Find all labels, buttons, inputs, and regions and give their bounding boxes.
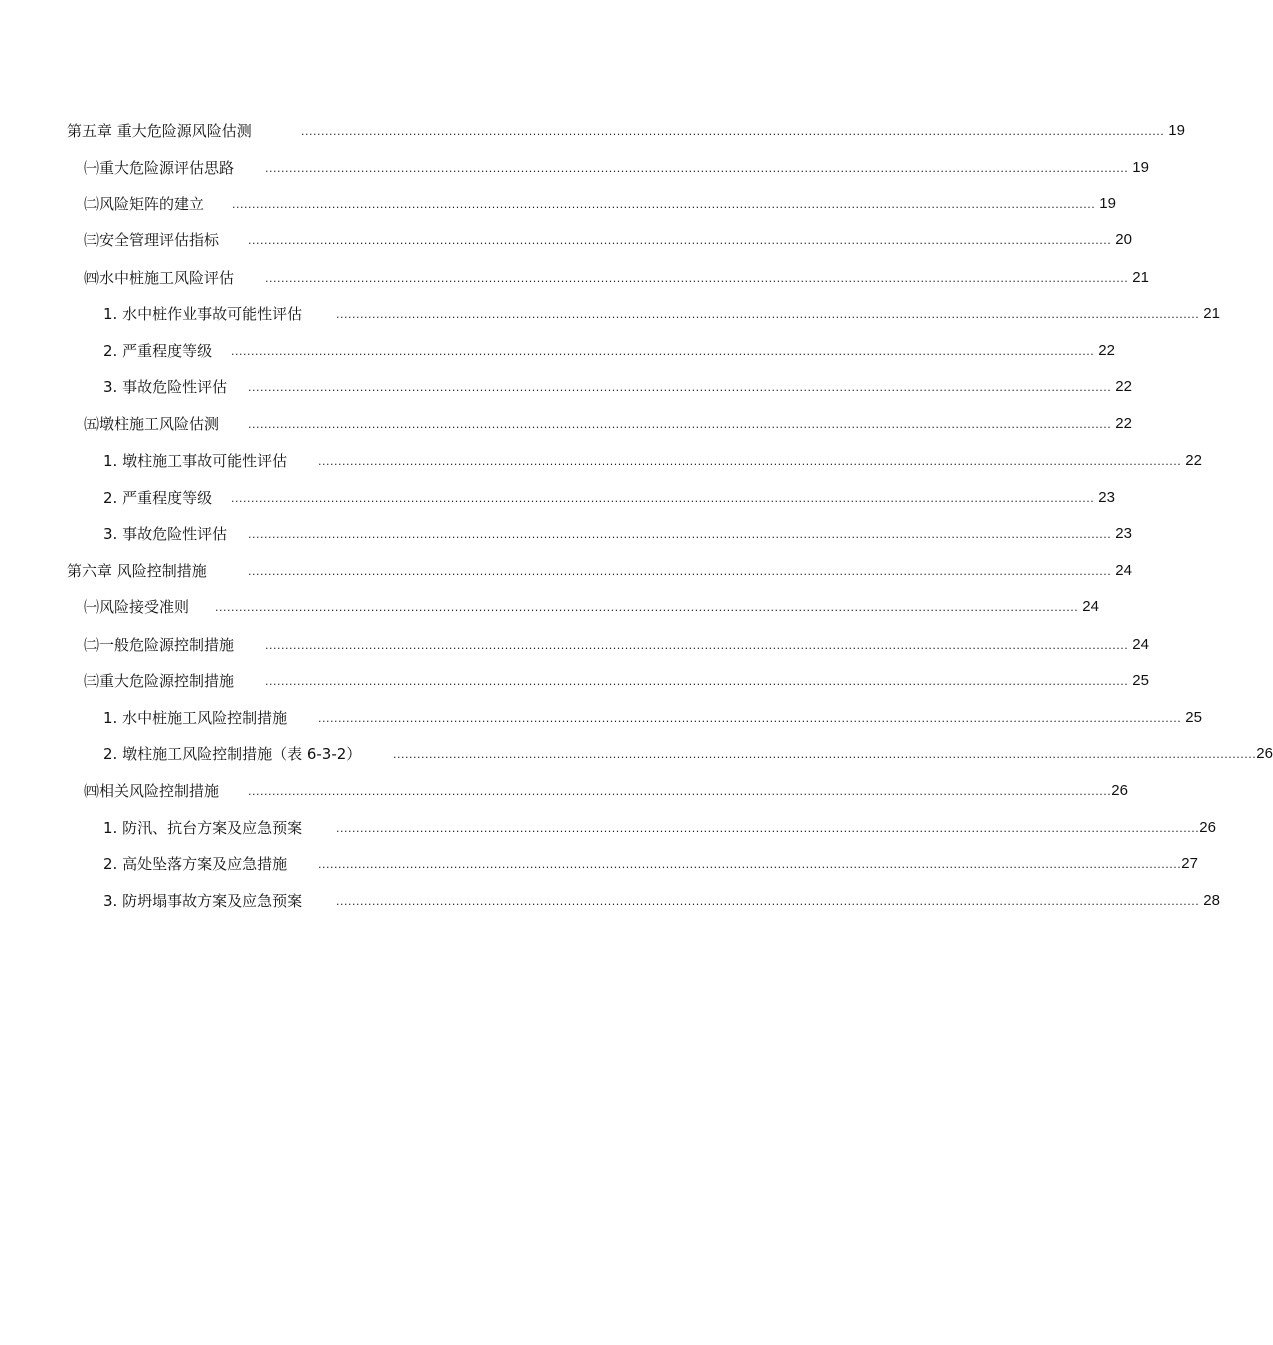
toc-leader-dots: ........................................................................................................................................................................................................................ [318, 455, 1182, 468]
toc-leader-dots: ........................................................................................................................................................................................................................ [248, 234, 1112, 247]
toc-entry[interactable] [103, 815, 1216, 837]
toc-entry-label: 2. 墩柱施工风险控制措施（表 6-3-2） [103, 745, 362, 763]
toc-leader-dots: ........................................................................................................................................................................................................................ [265, 639, 1129, 652]
toc-leader-dots: ........................................................................................................................................................................................................................ [248, 528, 1112, 541]
toc-entry[interactable] [84, 265, 1149, 287]
toc-entry-label: ㈠重大危险源评估思路 [84, 159, 235, 177]
toc-leader-dots: ........................................................................................................................................................................................................................ [232, 198, 1096, 211]
toc-entry[interactable] [84, 411, 1132, 433]
toc-leader-dots: ........................................................................................................................................................................................................................ [336, 895, 1200, 908]
toc-entry-page: 21 [1132, 269, 1149, 286]
toc-entry[interactable] [103, 521, 1132, 543]
toc-entry-page: 22 [1115, 415, 1132, 432]
toc-entry-page: 24 [1082, 598, 1099, 615]
toc-entry-label: 3. 事故危险性评估 [103, 525, 228, 543]
toc-leader-dots: ........................................................................................................................................................................................................................ [318, 712, 1182, 725]
toc-entry[interactable] [103, 705, 1202, 727]
toc-entry-label: ㈠风险接受准则 [84, 598, 190, 616]
toc-entry-label: ㈤墩柱施工风险估测 [84, 415, 220, 433]
toc-entry[interactable] [67, 118, 1185, 140]
toc-entry-label: 3. 防坍塌事故方案及应急预案 [103, 892, 303, 910]
toc-entry-page: 19 [1099, 195, 1116, 212]
toc-entry-label: ㈡一般危险源控制措施 [84, 636, 235, 654]
toc-entry-page: 26 [1111, 782, 1128, 799]
toc-entry-page: 20 [1115, 231, 1132, 248]
toc-entry-label: ㈡风险矩阵的建立 [84, 195, 205, 213]
toc-entry-label: 2. 高处坠落方案及应急措施 [103, 855, 288, 873]
toc-entry-page: 26 [1256, 745, 1273, 762]
toc-entry[interactable] [84, 594, 1099, 616]
toc-entry-page: 21 [1203, 305, 1220, 322]
toc-entry[interactable] [84, 668, 1149, 690]
toc-entry-page: 25 [1132, 672, 1149, 689]
toc-entry-label: ㈢重大危险源控制措施 [84, 672, 235, 690]
toc-entry-label: 第五章 重大危险源风险估测 [67, 122, 252, 140]
toc-entry-page: 19 [1132, 159, 1149, 176]
toc-leader-dots: ........................................................................................................................................................................................................................ [265, 162, 1129, 175]
toc-entry-page: 22 [1098, 342, 1115, 359]
toc-entry-label: 3. 事故危险性评估 [103, 378, 228, 396]
toc-entry-page: 25 [1185, 709, 1202, 726]
toc-entry[interactable] [84, 191, 1116, 213]
toc-entry-page: 23 [1098, 489, 1115, 506]
toc-entry[interactable] [84, 632, 1149, 654]
toc-entry[interactable] [84, 778, 1128, 800]
toc-leader-dots: ........................................................................................................................................................................................................................ [301, 125, 1165, 138]
toc-entry-label: 2. 严重程度等级 [103, 342, 213, 360]
toc-leader-dots: ........................................................................................................................................................................................................................ [265, 675, 1129, 688]
toc-leader-dots: ........................................................................................................................................................................................................................ [265, 272, 1129, 285]
toc-entry-label: ㈣相关风险控制措施 [84, 782, 220, 800]
toc-leader-dots: ........................................................................................................................................................................................................................ [248, 565, 1112, 578]
toc-entry[interactable] [103, 888, 1220, 910]
toc-leader-dots: ........................................................................................................................................................................................................................ [336, 308, 1200, 321]
toc-leader-dots: ........................................................................................................................................................................................................................ [231, 492, 1095, 505]
toc-entry[interactable] [103, 485, 1115, 507]
toc-entry-label: ㈣水中桩施工风险评估 [84, 269, 235, 287]
toc-entry-page: 27 [1181, 855, 1198, 872]
toc-entry[interactable] [84, 155, 1149, 177]
toc-entry-page: 22 [1185, 452, 1202, 469]
toc-entry-page: 19 [1168, 122, 1185, 139]
toc-leader-dots: ........................................................................................................................................................................................................................ [393, 748, 1257, 761]
toc-entry[interactable] [84, 227, 1132, 249]
toc-entry[interactable] [103, 741, 1273, 763]
toc-entry[interactable] [103, 448, 1202, 470]
toc-entry-page: 24 [1115, 562, 1132, 579]
toc-leader-dots: ........................................................................................................................................................................................................................ [318, 858, 1182, 871]
toc-leader-dots: ........................................................................................................................................................................................................................ [231, 345, 1095, 358]
toc-leader-dots: ........................................................................................................................................................................................................................ [215, 601, 1079, 614]
toc-entry-label: 第六章 风险控制措施 [67, 562, 207, 580]
toc-entry-page: 22 [1115, 378, 1132, 395]
toc-entry-label: 1. 水中桩作业事故可能性评估 [103, 305, 303, 323]
toc-entry[interactable] [103, 374, 1132, 396]
toc-entry-label: 1. 水中桩施工风险控制措施 [103, 709, 288, 727]
toc-leader-dots: ........................................................................................................................................................................................................................ [248, 418, 1112, 431]
toc-entry-label: ㈢安全管理评估指标 [84, 231, 220, 249]
toc-entry-label: 1. 防汛、抗台方案及应急预案 [103, 819, 303, 837]
toc-leader-dots: ........................................................................................................................................................................................................................ [248, 381, 1112, 394]
toc-leader-dots: ........................................................................................................................................................................................................................ [336, 822, 1200, 835]
toc-entry-label: 2. 严重程度等级 [103, 489, 213, 507]
toc-entry[interactable] [67, 558, 1132, 580]
toc-entry-label: 1. 墩柱施工事故可能性评估 [103, 452, 288, 470]
toc-leader-dots: ........................................................................................................................................................................................................................ [248, 785, 1112, 798]
toc-entry-page: 24 [1132, 636, 1149, 653]
toc-entry-page: 26 [1199, 819, 1216, 836]
toc-entry-page: 28 [1203, 892, 1220, 909]
toc-entry[interactable] [103, 851, 1198, 873]
toc-entry[interactable] [103, 301, 1220, 323]
toc-entry[interactable] [103, 338, 1115, 360]
toc-entry-page: 23 [1115, 525, 1132, 542]
